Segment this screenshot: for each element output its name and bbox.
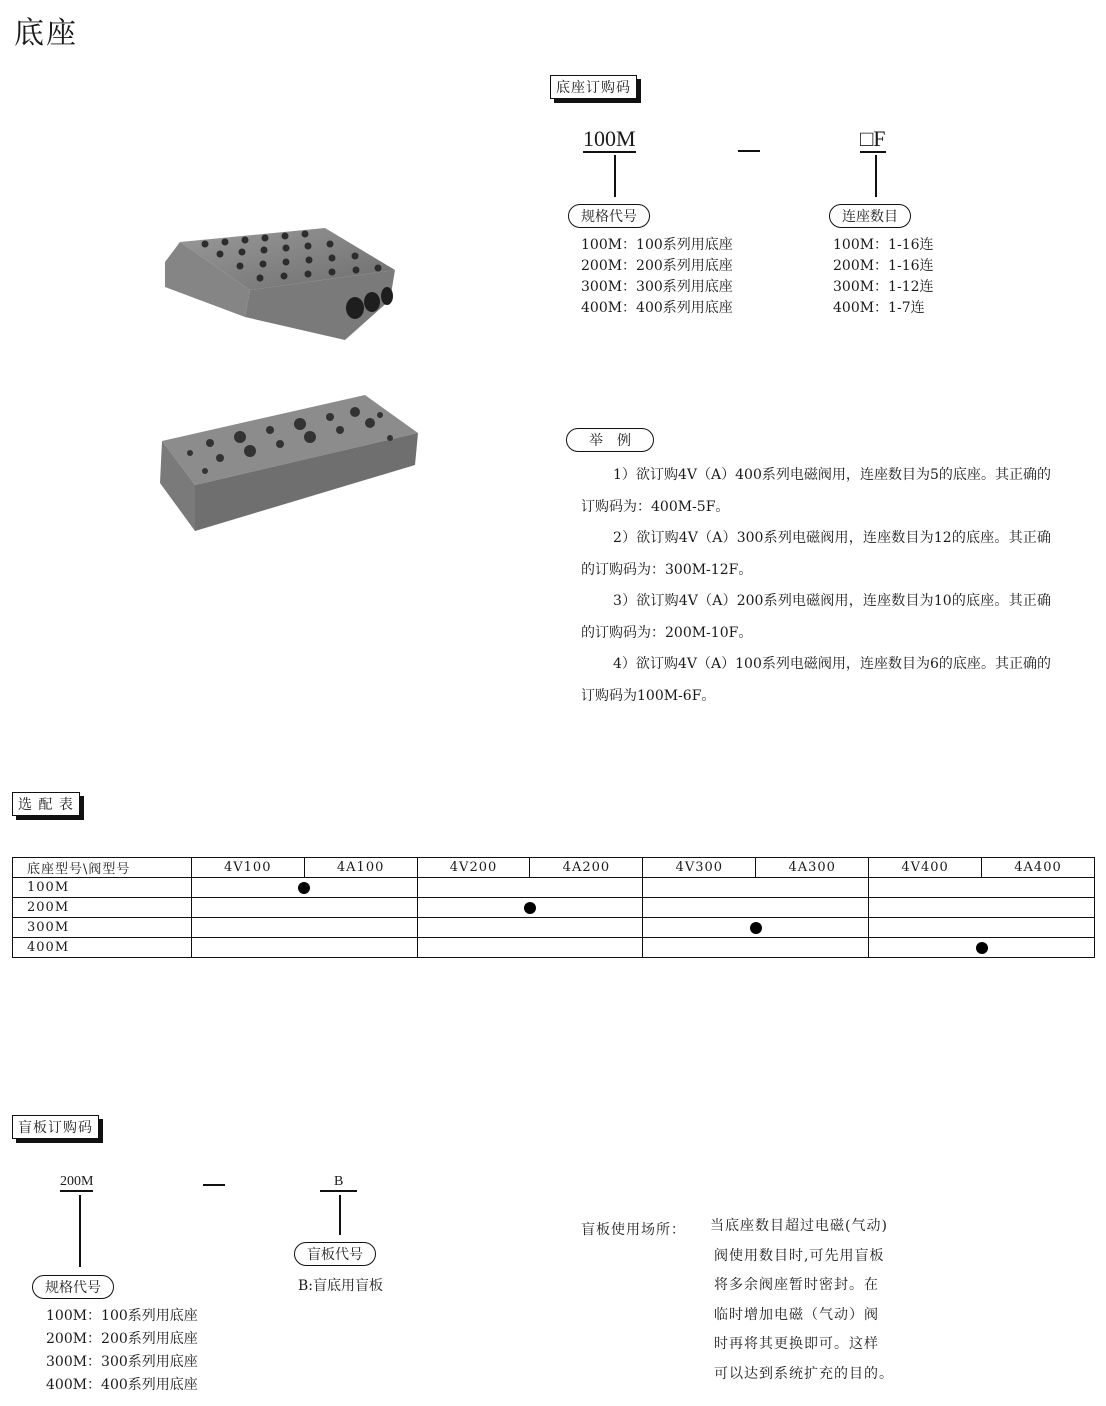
table-cell — [191, 938, 417, 958]
list-item: 100M：100系列用底座 — [581, 237, 733, 253]
column-header: 4A100 — [304, 858, 417, 878]
usage-label: 盲板使用场所： — [581, 1222, 686, 1238]
example-paragraph: 3）欲订购4V（A）200系列电磁阀用，连座数目为10的底座。其正确的订购码为：200M-10F。 — [581, 593, 1051, 641]
list-item: 200M：1-16连 — [833, 258, 934, 274]
table-header-row — [13, 858, 1095, 878]
compatibility-dot — [298, 882, 310, 894]
column-header: 4A400 — [982, 858, 1095, 878]
usage-text — [710, 1212, 894, 1389]
row-label: 300M — [13, 918, 192, 938]
table-cell — [191, 878, 417, 898]
table-cell — [643, 938, 869, 958]
column-header: 4A200 — [530, 858, 643, 878]
order-code-tag: 底座订购码 — [550, 75, 637, 99]
usage-line: 将多余阀座暂时密封。在 — [714, 1277, 879, 1293]
example-paragraph: 2）欲订购4V（A）300系列电磁阀用，连座数目为12的底座。其正确的订购码为：300M-12F。 — [581, 530, 1051, 578]
table-row — [13, 938, 1095, 958]
blank-plate-code: B — [320, 1174, 357, 1192]
usage-line: 阀使用数目时,可先用盲板 — [714, 1247, 885, 1264]
compatibility-dot — [524, 902, 536, 914]
table-cell — [191, 918, 417, 938]
connector-line — [614, 155, 616, 197]
column-header: 4V100 — [191, 858, 304, 878]
list-item: 100M：100系列用底座 — [46, 1308, 198, 1324]
table-cell — [191, 898, 417, 918]
list-item: 400M：400系列用底座 — [581, 300, 733, 316]
station-code: □F — [860, 126, 886, 151]
column-header: 4V400 — [869, 858, 982, 878]
spec-list — [581, 235, 733, 319]
table-row — [13, 898, 1095, 918]
table-row — [13, 918, 1095, 938]
code-separator — [738, 150, 760, 152]
list-item: 400M：1-7连 — [833, 300, 925, 316]
table-cell — [417, 918, 643, 938]
blank-series-code: 200M — [60, 1174, 93, 1192]
code-separator — [203, 1184, 225, 1186]
compatibility-dot — [750, 922, 762, 934]
list-item: 300M：300系列用底座 — [581, 279, 733, 295]
table-cell — [417, 878, 643, 898]
connector-line — [875, 155, 877, 197]
example-pill: 举 例 — [566, 428, 654, 452]
table-cell — [869, 918, 1095, 938]
connector-line — [79, 1195, 81, 1267]
table-cell — [643, 878, 869, 898]
table-cell — [417, 898, 643, 918]
row-label: 100M — [13, 878, 192, 898]
blank-code-pill: 盲板代号 — [294, 1242, 376, 1266]
example-paragraph: 4）欲订购4V（A）100系列电磁阀用，连座数目为6的底座。其正确的订购码为100M-6F。 — [581, 656, 1051, 704]
blank-spec-list — [46, 1305, 198, 1397]
list-item: 200M：200系列用底座 — [46, 1331, 198, 1347]
column-header: 4V200 — [417, 858, 530, 878]
table-cell — [417, 938, 643, 958]
station-count-pill: 连座数目 — [829, 204, 911, 228]
column-header: 4V300 — [643, 858, 756, 878]
table-cell — [869, 898, 1095, 918]
list-item: 400M：400系列用底座 — [46, 1377, 198, 1393]
selection-table — [12, 857, 1095, 958]
table-row — [13, 878, 1095, 898]
list-item: 100M：1-16连 — [833, 237, 934, 253]
table-cell — [643, 898, 869, 918]
table-cell — [643, 918, 869, 938]
manifold-photo-bottom — [150, 393, 425, 538]
blank-plate-tag: 盲板订购码 — [12, 1115, 99, 1139]
connector-line — [339, 1195, 341, 1235]
example-text — [581, 460, 1051, 712]
station-count-list — [833, 235, 934, 319]
page-title: 底座 — [14, 16, 78, 51]
list-item: 200M：200系列用底座 — [581, 258, 733, 274]
list-item: 300M：1-12连 — [833, 279, 934, 295]
column-header: 4A300 — [756, 858, 869, 878]
table-cell — [869, 938, 1095, 958]
blank-spec-pill: 规格代号 — [32, 1275, 114, 1299]
usage-line: 时再将其更换即可。这样 — [714, 1336, 879, 1352]
spec-code-pill: 规格代号 — [568, 204, 650, 228]
table-cell — [869, 878, 1095, 898]
row-label: 400M — [13, 938, 192, 958]
blank-code-desc: B:盲底用盲板 — [298, 1278, 384, 1294]
row-label: 200M — [13, 898, 192, 918]
table-corner-header: 底座型号\阀型号 — [13, 858, 192, 878]
selection-table-tag: 选 配 表 — [12, 792, 80, 816]
manifold-photo-top — [150, 222, 410, 352]
series-code: 100M — [583, 126, 636, 151]
example-paragraph: 1）欲订购4V（A）400系列电磁阀用，连座数目为5的底座。其正确的订购码为：400M-5F。 — [581, 467, 1051, 515]
usage-line: 当底座数目超过电磁(气动) — [710, 1218, 888, 1234]
usage-line: 临时增加电磁（气动）阀 — [714, 1306, 879, 1323]
compatibility-dot — [976, 942, 988, 954]
list-item: 300M：300系列用底座 — [46, 1354, 198, 1370]
usage-line: 可以达到系统扩充的目的。 — [714, 1365, 894, 1382]
